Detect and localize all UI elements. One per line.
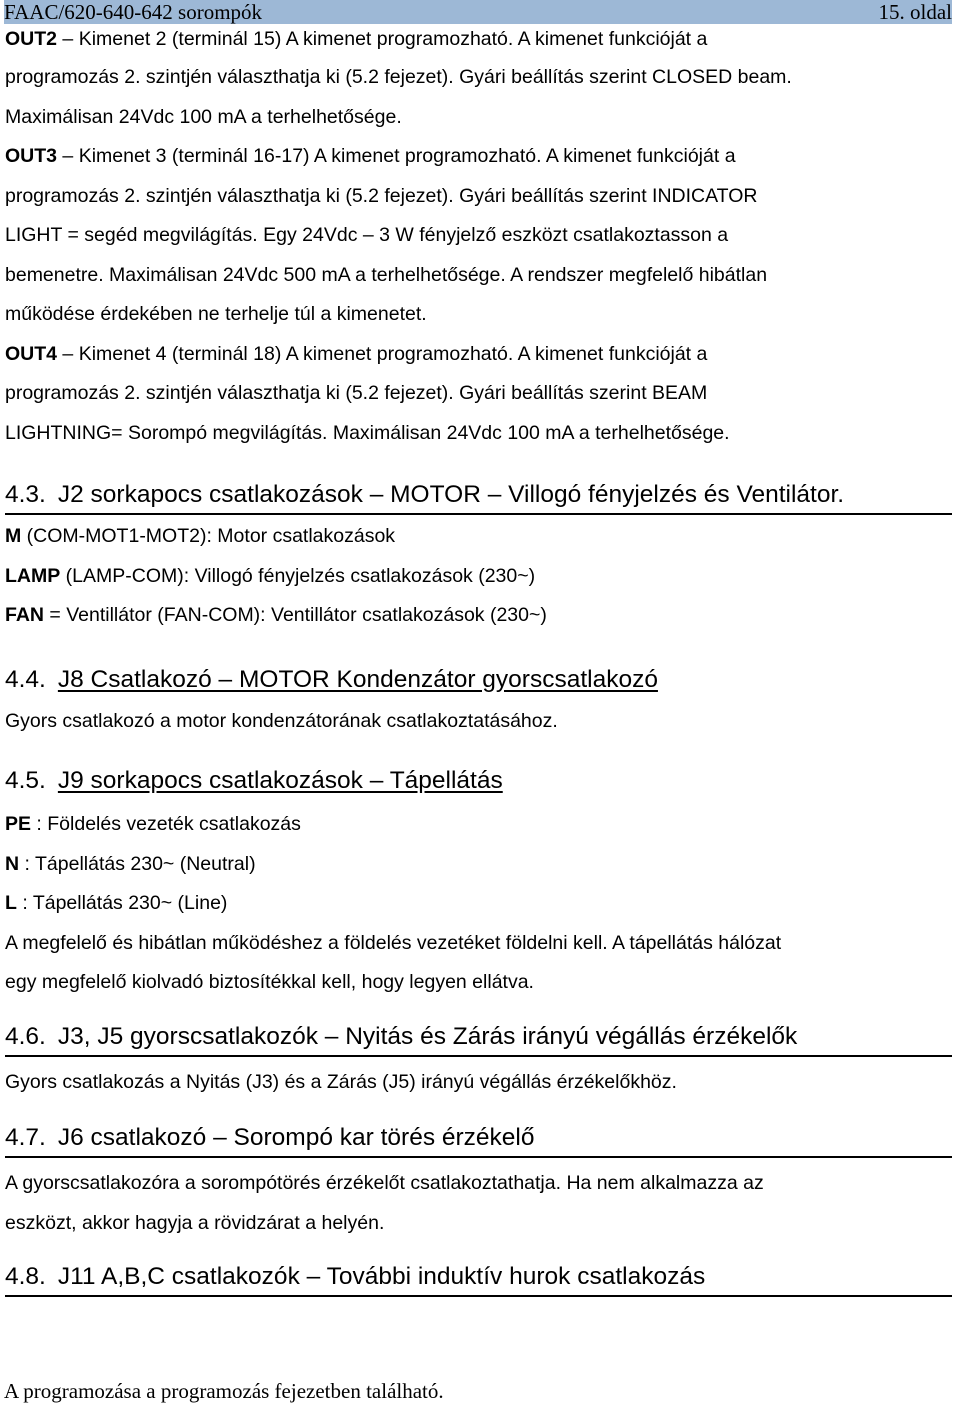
section-4-7-line1: A gyorscsatlakozóra a sorompótörés érzékelőt csatlakoztathatja. Ha nem alkalmazza az	[5, 1172, 764, 1194]
section-4-5-title: J9 sorkapocs csatlakozások – Tápellátás	[57, 767, 503, 794]
out3-label: OUT3	[5, 145, 58, 167]
out2-line3: Maximálisan 24Vdc 100 mA a terhelhetősége.	[5, 106, 402, 128]
out3-line5: működése érdekében ne terhelje túl a kimenetet.	[5, 303, 427, 325]
section-4-4-number: 4.4.	[5, 665, 46, 693]
section-4-5-line2: egy megfelelő kiolvadó biztosítékkal kell, hogy legyen ellátva.	[5, 971, 534, 993]
out3-line3: LIGHT = segéd megvilágítás. Egy 24Vdc – 3 W fényjelző eszközt csatlakoztasson a	[5, 224, 729, 246]
out4-line2: programozás 2. szintjén választhatja ki (5.2 fejezet). Gyári beállítás szerint BEAM	[5, 382, 708, 404]
lamp-label: LAMP	[5, 564, 61, 587]
section-4-3-title: J2 sorkapocs csatlakozások – MOTOR – Villogó fényjelzés és Ventilátor.	[57, 481, 845, 508]
out4-label: OUT4	[5, 342, 58, 365]
section-4-3-heading	[5, 479, 952, 515]
section-4-5-number: 4.5.	[5, 767, 46, 794]
section-4-7-line2: eszközt, akkor hagyja a rövidzárat a helyén.	[5, 1211, 385, 1234]
section-4-5-line1: A megfelelő és hibátlan működéshez a földelés vezetéket földelni kell. A tápellátás hálózat	[5, 931, 782, 954]
out2-line1: – Kimenet 2 (terminál 15) A kimenet programozható. A kimenet funkcióját a	[57, 28, 708, 50]
lamp-text: (LAMP-COM): Villogó fényjelzés csatlakozások (230~)	[60, 564, 536, 587]
section-4-8-number: 4.8.	[5, 1263, 46, 1290]
pe-text: : Földelés vezeték csatlakozás	[31, 813, 301, 835]
section-4-4-text: Gyors csatlakozó a motor kondenzátorának csatlakoztatásához.	[5, 709, 558, 732]
out4-line3: LIGHTNING= Sorompó megvilágítás. Maximálisan 24Vdc 100 mA a terhelhetősége.	[5, 421, 730, 444]
section-4-6-text: Gyors csatlakozás a Nyitás (J3) és a Zárás (J5) irányú végállás érzékelőkhöz.	[5, 1070, 677, 1093]
out4-paragraph	[5, 335, 952, 454]
fan-text: = Ventillátor (FAN-COM): Ventillátor csatlakozások (230~)	[44, 604, 547, 626]
out2-paragraph	[5, 21, 952, 137]
header-title: FAAC/620-640-642 sorompók	[4, 0, 263, 24]
m-label: M	[5, 525, 22, 547]
l-label: L	[5, 892, 17, 914]
section-4-3-number: 4.3.	[5, 481, 46, 508]
section-4-4-heading	[5, 664, 952, 698]
section-4-6-heading	[5, 1021, 952, 1057]
m-text: (COM-MOT1-MOT2): Motor csatlakozások	[21, 525, 396, 547]
section-4-7-title: J6 csatlakozó – Sorompó kar törés érzékelő	[57, 1124, 535, 1151]
out3-line4: bemenetre. Maximálisan 24Vdc 500 mA a terhelhetősége. A rendszer megfelelő hibátlan	[5, 263, 768, 286]
out2-line2: programozás 2. szintjén választhatja ki (5.2 fejezet). Gyári beállítás szerint CLOSED beam.	[5, 66, 792, 88]
section-4-5-heading	[5, 765, 952, 799]
section-4-8-heading	[5, 1261, 952, 1297]
out3-line2: programozás 2. szintjén választhatja ki (5.2 fejezet). Gyári beállítás szerint INDICATOR	[5, 184, 758, 207]
section-4-6-title: J3, J5 gyorscsatlakozók – Nyitás és Zárás irányú végállás érzékelők	[57, 1022, 798, 1050]
section-4-4-title: J8 Csatlakozó – MOTOR Kondenzátor gyorscsatlakozó	[57, 665, 658, 693]
document-body	[5, 22, 952, 1297]
section-4-5-body	[5, 805, 952, 1003]
out3-line1: – Kimenet 3 (terminál 16-17) A kimenet programozható. A kimenet funkcióját a	[57, 145, 736, 167]
section-4-3-body	[5, 517, 952, 636]
out3-paragraph	[5, 137, 952, 335]
out4-line1: – Kimenet 4 (terminál 18) A kimenet programozható. A kimenet funkcióját a	[57, 342, 708, 365]
l-text: : Tápellátás 230~ (Line)	[16, 892, 228, 914]
section-4-7-heading	[5, 1122, 952, 1158]
n-label: N	[5, 852, 20, 875]
fan-label: FAN	[5, 604, 44, 626]
out2-label: OUT2	[5, 28, 58, 50]
page-number: 15. oldal	[878, 0, 952, 24]
pe-label: PE	[5, 813, 32, 835]
section-4-7-number: 4.7.	[5, 1124, 46, 1151]
n-text: : Tápellátás 230~ (Neutral)	[19, 852, 256, 875]
section-4-6-number: 4.6.	[5, 1022, 46, 1050]
footer-note: A programozása a programozás fejezetben található.	[4, 1379, 444, 1403]
section-4-8-title: J11 A,B,C csatlakozók – További induktív hurok csatlakozás	[57, 1263, 706, 1290]
